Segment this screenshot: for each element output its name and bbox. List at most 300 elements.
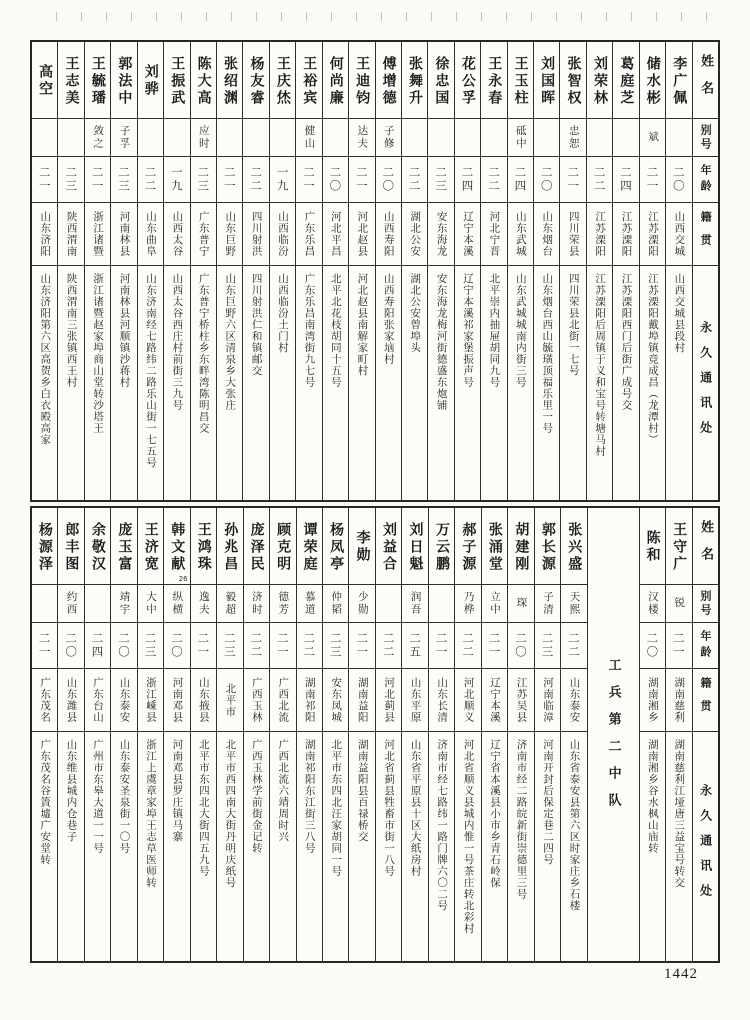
person-column: [481, 508, 507, 961]
person-alias-cell: [85, 585, 110, 623]
person-column: [427, 42, 453, 500]
person-name: 王济宽: [142, 521, 159, 573]
person-column: [454, 508, 480, 961]
person-address-cell: [323, 732, 348, 961]
person-native: 山东武城: [514, 211, 527, 257]
person-address-cell: [666, 732, 691, 961]
person-alias-cell: [534, 119, 559, 157]
person-age: 二一: [222, 166, 237, 193]
person-age-cell: [191, 157, 216, 203]
person-native-cell: [164, 203, 189, 266]
person-name: 张涌堂: [486, 521, 503, 573]
header-native-label: 籍贯: [699, 677, 713, 723]
person-native: 山西寿阳: [382, 211, 395, 257]
person-address: 山东济阳第六区高贺乡白衣殿高家: [39, 273, 52, 446]
person-name-cell: [217, 508, 242, 585]
header-age: [693, 623, 718, 669]
person-alias-cell: [587, 119, 612, 157]
person-age-cell: [482, 623, 507, 669]
person-native-cell: [58, 669, 83, 732]
person-address-cell: [481, 266, 506, 500]
person-native-cell: [32, 203, 57, 266]
person-native: 江苏溧阳: [620, 211, 633, 257]
person-column: [559, 42, 585, 500]
person-alias-cell: [323, 585, 348, 623]
person-name: 孙兆昌: [222, 521, 239, 573]
person-address: 江苏溧阳戴埠镇竞成昌（龙潭村）: [646, 273, 659, 446]
person-address: 山东省泰安县第六区时家庄乡石楼: [568, 739, 581, 912]
person-age-cell: [613, 157, 638, 203]
person-age-cell: [534, 157, 559, 203]
person-address-cell: [666, 266, 691, 500]
person-name-cell: [191, 508, 216, 585]
person-age: 二四: [513, 166, 528, 193]
person-address: 山西寿阳张家垴村: [382, 273, 395, 365]
person-alias-cell: [270, 585, 295, 623]
person-column: [163, 508, 189, 961]
person-native: 河北宁晋: [488, 211, 501, 257]
person-column: [665, 508, 691, 961]
person-age-cell: [323, 623, 348, 669]
person-age: 二二: [249, 632, 264, 659]
person-address: 山东泰安圣泉街一〇号: [118, 739, 131, 854]
person-address: 安东海龙梅河街德盛东炮铺: [435, 273, 448, 411]
person-name-cell: [561, 508, 586, 585]
person-name-cell: [270, 508, 295, 585]
person-native: 江苏溧阳: [594, 211, 607, 257]
person-native-cell: [85, 203, 110, 266]
person-alias-cell: [85, 119, 110, 157]
person-name: 徐忠国: [433, 55, 450, 107]
person-address: 广西北流六靖周时兴: [277, 739, 290, 843]
person-age-cell: [138, 157, 163, 203]
person-native: 四川射洪: [250, 211, 263, 257]
person-age: 二一: [37, 166, 52, 193]
person-age-cell: [428, 157, 453, 203]
header-alias: [693, 585, 718, 623]
person-age: 二〇: [671, 166, 686, 193]
person-alias-cell: [561, 585, 586, 623]
person-name-cell: [85, 42, 110, 119]
person-native: 江苏溧阳: [646, 211, 659, 257]
person-age-cell: [481, 157, 506, 203]
person-name: 韩文献: [169, 521, 186, 573]
person-address-cell: [270, 266, 295, 500]
person-address-cell: [32, 732, 57, 961]
person-native-cell: [297, 669, 322, 732]
person-native: 浙江诸暨: [92, 211, 105, 257]
person-age: 二一: [566, 166, 581, 193]
person-address-cell: [534, 266, 559, 500]
person-age: 二〇: [117, 632, 131, 659]
person-address-cell: [482, 732, 507, 961]
person-age: 二二: [143, 166, 158, 193]
person-name-cell: [508, 42, 533, 119]
person-address-cell: [85, 732, 110, 961]
person-column: [375, 508, 401, 961]
person-age: 二〇: [514, 632, 529, 659]
person-address-cell: [640, 732, 665, 961]
person-column: [110, 508, 136, 961]
person-column: [269, 508, 295, 961]
person-alias: 敛之: [92, 125, 105, 150]
person-column: [348, 42, 374, 500]
person-alias: 汉楼: [646, 591, 659, 616]
person-name-cell: [111, 508, 136, 585]
person-address: 山东省平原县十区大纸房村: [409, 739, 422, 877]
person-age: 二一: [645, 166, 660, 193]
person-age-cell: [270, 623, 295, 669]
person-alias-cell: [429, 585, 454, 623]
person-address: 北平市东四北大街四五九号: [197, 739, 210, 877]
person-age-cell: [666, 623, 691, 669]
person-address: 山东烟台西山毓璜顶福乐里一号: [541, 273, 554, 434]
person-native: 广东乐昌: [303, 211, 316, 257]
person-address: 河南开封后保定巷二四号: [541, 739, 554, 866]
person-native: 山西太谷: [171, 211, 184, 257]
person-alias-cell: [138, 585, 163, 623]
person-native-cell: [481, 203, 506, 266]
person-native: 山东济阳: [39, 211, 52, 257]
person-column: [137, 508, 163, 961]
person-native-cell: [455, 669, 480, 732]
person-alias: 子孚: [118, 125, 131, 150]
person-alias: 少勋: [356, 591, 369, 616]
person-alias-cell: [455, 585, 480, 623]
person-age: 二二: [486, 166, 501, 193]
person-address-cell: [217, 732, 242, 961]
person-column: [454, 42, 480, 500]
person-native-cell: [349, 669, 374, 732]
person-age-cell: [429, 623, 454, 669]
person-alias: 忠恕: [567, 125, 580, 150]
person-address-cell: [296, 266, 321, 500]
person-native-cell: [111, 203, 136, 266]
person-name: 郭长源: [539, 521, 556, 573]
person-native-cell: [138, 203, 163, 266]
person-native-cell: [666, 669, 691, 732]
person-name: 王守广: [671, 521, 688, 573]
header-alias: [693, 119, 718, 157]
header-address-label: 永久通讯处: [698, 784, 713, 909]
person-alias-cell: [349, 585, 374, 623]
person-address-cell: [191, 266, 216, 500]
person-name-cell: [164, 508, 189, 585]
person-address: 广东普宁桥柱乡东畔湾陈明昌交: [197, 273, 210, 434]
header-age-label: 年龄: [699, 163, 713, 196]
person-name-cell: [508, 508, 533, 585]
person-age-cell: [111, 623, 136, 669]
person-column: [534, 508, 560, 961]
page-number: 1442: [664, 966, 698, 982]
person-alias-cell: [111, 119, 136, 157]
person-address: 辽宁省本溪县小市乡青石岭保: [489, 739, 502, 889]
header-column: [692, 508, 718, 961]
person-alias-cell: [482, 585, 507, 623]
person-age-cell: [191, 623, 216, 669]
person-native-cell: [296, 203, 321, 266]
person-column: [216, 508, 242, 961]
person-native-cell: [429, 669, 454, 732]
person-address-cell: [270, 732, 295, 961]
person-address: 湖南益阳县百禄桥交: [356, 739, 369, 843]
person-age-cell: [244, 623, 269, 669]
person-alias: 毅超: [224, 591, 237, 616]
person-alias: 子修: [382, 125, 395, 150]
person-native-cell: [482, 669, 507, 732]
person-age: 二〇: [645, 632, 660, 659]
person-alias-cell: [376, 119, 401, 157]
person-address: 广东乐昌南湾街九七号: [303, 273, 316, 388]
person-age-cell: [508, 157, 533, 203]
person-name-cell: [296, 42, 321, 119]
person-age: 二二: [566, 632, 581, 659]
person-name: 王玉柱: [512, 55, 529, 107]
person-address-cell: [535, 732, 560, 961]
person-column: [57, 42, 83, 500]
person-native: 河北蓟县: [383, 677, 396, 723]
person-age-cell: [508, 623, 533, 669]
person-native: 山东烟台: [541, 211, 554, 257]
person-alias-cell: [508, 585, 533, 623]
person-age: 二三: [117, 166, 132, 193]
person-address: 江苏溧阳后周镇于义和宝号转塘马村: [594, 273, 607, 457]
person-address: 河南林县河顺镇沙蒋村: [118, 273, 131, 388]
person-name-cell: [640, 508, 665, 585]
person-name-cell: [164, 42, 189, 119]
person-age-cell: [535, 623, 560, 669]
person-column: [480, 42, 506, 500]
person-address: 北平市西四南大街丹明庆纸号: [224, 739, 237, 889]
person-column: [322, 42, 348, 500]
person-age-cell: [402, 623, 427, 669]
header-native: [693, 203, 718, 266]
person-native: 山东巨野: [224, 211, 237, 257]
person-name-cell: [535, 508, 560, 585]
person-age-cell: [376, 623, 401, 669]
person-name: 花公孚: [459, 55, 476, 107]
person-address: 湖南湘乡谷水枫山庙转: [646, 739, 659, 854]
person-native: 安东海龙: [435, 211, 448, 257]
person-name: 王永春: [486, 55, 503, 107]
person-column: [163, 42, 189, 500]
person-address-cell: [560, 266, 585, 500]
roster-table-lower: [30, 506, 720, 963]
person-address: 广州市东皋大道一一号: [92, 739, 104, 854]
header-name: [693, 42, 718, 119]
person-name: 张兴盛: [566, 521, 583, 573]
person-address: 河北赵县南解家町村: [356, 273, 369, 377]
person-address: 山西临汾土门村: [277, 273, 290, 354]
person-name: 顾克明: [275, 521, 292, 573]
person-alias-cell: [164, 119, 189, 157]
person-age-cell: [32, 623, 57, 669]
person-native-cell: [376, 203, 401, 266]
person-name: 高空: [37, 64, 54, 98]
person-name-cell: [455, 42, 480, 119]
person-alias-cell: [244, 585, 269, 623]
person-name: 庞玉富: [116, 521, 133, 573]
person-alias: 锐: [673, 597, 686, 610]
person-age-cell: [217, 623, 242, 669]
person-age: 二一: [434, 632, 449, 659]
person-column: [375, 42, 401, 500]
person-address-cell: [138, 732, 163, 961]
person-alias: 应时: [197, 125, 210, 150]
person-address-cell: [402, 266, 427, 500]
person-column: [243, 508, 269, 961]
person-name-cell: [85, 508, 110, 585]
person-name: 谭荣庭: [301, 521, 318, 573]
person-age-cell: [455, 157, 480, 203]
person-native-cell: [243, 203, 268, 266]
person-column: [639, 508, 665, 961]
person-name-cell: [640, 42, 665, 119]
person-age-cell: [138, 623, 163, 669]
person-alias-cell: [138, 119, 163, 157]
person-alias-cell: [296, 119, 321, 157]
person-name: 杨友睿: [248, 55, 265, 107]
person-column: [639, 42, 665, 500]
person-name: 陈大高: [195, 55, 212, 107]
person-name: 张舞升: [406, 55, 423, 107]
person-native-cell: [32, 669, 57, 732]
person-native: 湖南益阳: [356, 677, 369, 723]
person-native: 山西临汾: [277, 211, 290, 257]
person-age: 二四: [460, 166, 475, 193]
person-native-cell: [666, 203, 691, 266]
person-age: 二二: [381, 632, 396, 659]
person-address: 湖北公安曾埠头: [409, 273, 422, 354]
person-column: [216, 42, 242, 500]
person-column: [57, 508, 83, 961]
header-native: [693, 669, 718, 732]
person-alias: 大中: [144, 591, 157, 616]
person-column: [269, 42, 295, 500]
person-native: 湖南湘乡: [646, 677, 659, 723]
person-native: 广西玉林: [250, 677, 263, 723]
roster-table-upper: [30, 40, 720, 502]
person-name: 王裕宾: [301, 55, 318, 107]
person-native-cell: [349, 203, 374, 266]
person-address: 浙江诸暨赵家埠商山堂转沙塔王: [92, 273, 105, 434]
person-name-cell: [32, 42, 57, 119]
person-address-cell: [191, 732, 216, 961]
person-alias: 逸夫: [197, 591, 210, 616]
person-name-cell: [138, 42, 163, 119]
header-alias-label: 别号: [699, 589, 713, 618]
person-name: 张绍渊: [222, 55, 239, 107]
person-native-cell: [376, 669, 401, 732]
person-alias: 纵横: [171, 591, 184, 616]
person-native: 广东普宁: [197, 211, 210, 257]
person-age-cell: [297, 623, 322, 669]
person-age: 二一: [275, 632, 290, 659]
person-address-cell: [561, 732, 586, 961]
person-name-cell: [402, 42, 427, 119]
person-name: 王志美: [63, 55, 80, 107]
person-name: 刘国晖: [539, 55, 556, 107]
person-name: 储水彬: [644, 55, 661, 107]
person-name-cell: [560, 42, 585, 119]
person-age-cell: [640, 623, 665, 669]
person-native: 山东潍县: [65, 677, 78, 723]
header-name: [693, 508, 718, 585]
person-name: 张智权: [565, 55, 582, 107]
person-address: 江苏溧阳西门后街广成号交: [620, 273, 633, 411]
person-native-cell: [508, 669, 533, 732]
person-native-cell: [455, 203, 480, 266]
person-native-cell: [111, 669, 136, 732]
person-age-cell: [111, 157, 136, 203]
person-name-cell: [429, 508, 454, 585]
person-alias: 健山: [303, 125, 316, 150]
person-native-cell: [164, 669, 189, 732]
person-name-cell: [297, 508, 322, 585]
person-column: [110, 42, 136, 500]
person-native: 山东长清: [436, 677, 449, 723]
person-address-cell: [402, 732, 427, 961]
person-alias-cell: [32, 585, 57, 623]
person-native-cell: [560, 203, 585, 266]
person-native: 湖南慈利: [673, 677, 686, 723]
person-age: 二三: [196, 166, 211, 193]
person-alias: 子清: [541, 591, 554, 616]
person-name: 万云鹏: [433, 521, 450, 573]
person-column: [348, 508, 374, 961]
person-age-cell: [32, 157, 57, 203]
person-age-cell: [561, 623, 586, 669]
person-alias: 约西: [65, 591, 78, 616]
person-age: 二三: [540, 632, 555, 659]
person-age: 二一: [37, 632, 52, 659]
person-column: [586, 42, 612, 500]
person-age-cell: [376, 157, 401, 203]
header-age: [693, 157, 718, 203]
person-column: [296, 508, 322, 961]
person-address: 山东维县城内仓巷子: [65, 739, 78, 843]
person-native-cell: [428, 203, 453, 266]
person-native: 陕西渭南: [65, 211, 78, 257]
person-native-cell: [217, 203, 242, 266]
person-age-cell: [349, 623, 374, 669]
person-address: 北平市东四北汪家胡同一号: [330, 739, 343, 877]
person-age: 二四: [90, 632, 105, 659]
person-name-cell: [323, 508, 348, 585]
person-native: 山东泰安: [568, 677, 581, 723]
person-name: 杨源泽: [36, 521, 53, 573]
person-column: [401, 508, 427, 961]
person-name: 王迪钧: [354, 55, 371, 107]
person-alias-cell: [323, 119, 348, 157]
person-name-cell: [243, 42, 268, 119]
person-column: [190, 508, 216, 961]
person-address-cell: [243, 266, 268, 500]
person-name-cell: [58, 42, 83, 119]
person-name-cell: [666, 42, 691, 119]
scan-artifact-ticks: [32, 12, 718, 21]
person-name: 王庆烋: [274, 55, 291, 107]
person-native-cell: [587, 203, 612, 266]
person-address-cell: [455, 266, 480, 500]
person-address: 四川荣县北街一七号: [567, 273, 580, 377]
person-alias-cell: [270, 119, 295, 157]
header-name-label: 姓名: [698, 54, 714, 108]
unit-designation-column: [587, 508, 639, 961]
person-address-cell: [613, 266, 638, 500]
person-alias: 润吾: [409, 591, 422, 616]
person-address-cell: [508, 732, 533, 961]
